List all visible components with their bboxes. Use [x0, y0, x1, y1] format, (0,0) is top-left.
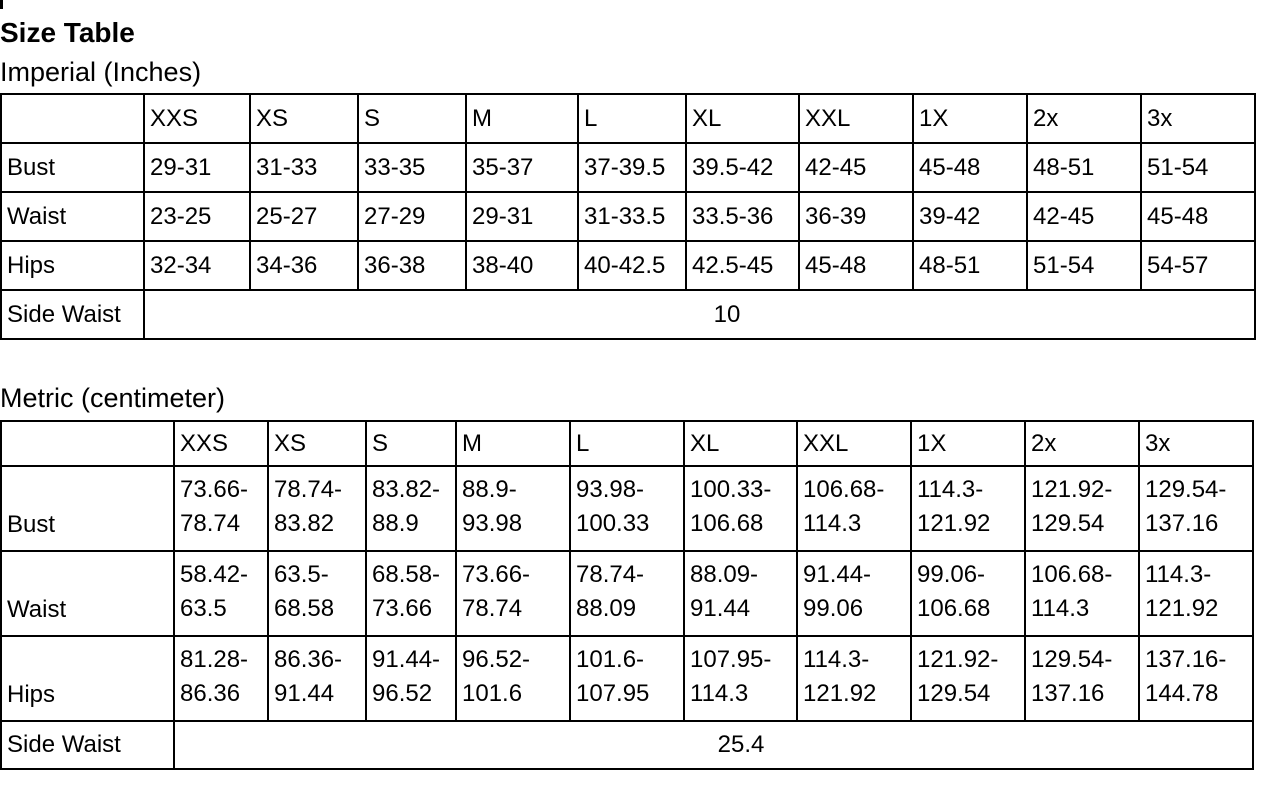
metric-size-table — [0, 420, 1254, 770]
measurement-cell: 48-51 — [1027, 143, 1141, 192]
row-label: Waist — [1, 551, 174, 636]
measurement-cell: 39-42 — [913, 192, 1027, 241]
measurement-line: 88.09 — [576, 594, 637, 622]
measurement-cell: 33.5-36 — [686, 192, 799, 241]
measurement-line: 93.98 — [462, 509, 523, 537]
measurement-cell: 29-31 — [144, 143, 250, 192]
measurement-line: 73.66- — [462, 560, 531, 588]
table-row — [1, 143, 1255, 192]
measurement-line: 106.68- — [1031, 560, 1113, 588]
measurement-line: 88.9 — [372, 509, 419, 537]
measurement-cell: 33-35 — [358, 143, 466, 192]
metric-heading: Metric (centimeter) — [0, 383, 226, 413]
side-waist-row — [1, 290, 1255, 339]
measurement-line: 73.66- — [180, 475, 249, 503]
measurement-cell — [911, 636, 1025, 721]
measurement-line: 144.78 — [1145, 679, 1219, 707]
text-cursor — [0, 0, 3, 9]
measurement-cell — [684, 466, 797, 551]
measurement-line: 78.74- — [274, 475, 343, 503]
measurement-line: 114.3 — [1031, 594, 1090, 622]
measurement-cell: 48-51 — [913, 241, 1027, 290]
measurement-line: 107.95- — [690, 645, 772, 673]
measurement-cell — [174, 466, 268, 551]
measurement-cell: 29-31 — [466, 192, 578, 241]
measurement-cell — [174, 636, 268, 721]
size-header: L — [570, 421, 684, 466]
measurement-line: 68.58 — [274, 594, 335, 622]
size-header: XL — [684, 421, 797, 466]
measurement-line: 99.06- — [917, 560, 986, 588]
size-header: XXS — [144, 94, 250, 143]
size-header: XL — [686, 94, 799, 143]
table-row — [1, 551, 1253, 636]
measurement-cell — [797, 466, 911, 551]
measurement-cell — [1139, 636, 1253, 721]
row-label: Hips — [1, 241, 144, 290]
table-row — [1, 636, 1253, 721]
size-header: 1X — [911, 421, 1025, 466]
measurement-cell: 32-34 — [144, 241, 250, 290]
row-label: Bust — [1, 466, 174, 551]
table-row — [1, 241, 1255, 290]
side-waist-value: 10 — [144, 290, 1255, 339]
measurement-cell: 31-33.5 — [578, 192, 686, 241]
measurement-line: 86.36 — [180, 679, 241, 707]
page-title: Size Table — [0, 17, 135, 48]
measurement-cell — [1139, 466, 1253, 551]
measurement-cell — [366, 551, 456, 636]
measurement-cell — [911, 466, 1025, 551]
corner-cell — [1, 94, 144, 143]
measurement-line: 86.36- — [274, 645, 343, 673]
measurement-line: 63.5- — [274, 560, 329, 588]
measurement-cell — [1025, 636, 1139, 721]
header-row — [1, 421, 1253, 466]
measurement-cell: 36-38 — [358, 241, 466, 290]
measurement-line: 96.52- — [462, 645, 531, 673]
measurement-line: 107.95 — [576, 679, 650, 707]
measurement-line: 114.3- — [917, 475, 984, 503]
measurement-line: 91.44 — [274, 679, 335, 707]
measurement-cell: 45-48 — [913, 143, 1027, 192]
measurement-line: 129.54 — [1031, 509, 1105, 537]
measurement-cell — [366, 636, 456, 721]
measurement-cell — [570, 636, 684, 721]
measurement-cell — [911, 551, 1025, 636]
measurement-cell: 45-48 — [799, 241, 913, 290]
measurement-cell — [456, 466, 570, 551]
side-waist-label: Side Waist — [1, 721, 174, 769]
row-label: Waist — [1, 192, 144, 241]
header-row — [1, 94, 1255, 143]
measurement-cell: 31-33 — [250, 143, 358, 192]
measurement-cell: 36-39 — [799, 192, 913, 241]
size-header: S — [358, 94, 466, 143]
measurement-line: 121.92 — [803, 679, 877, 707]
measurement-line: 121.92 — [1145, 594, 1219, 622]
measurement-line: 106.68 — [690, 509, 764, 537]
measurement-line: 96.52 — [372, 679, 433, 707]
measurement-line: 68.58- — [372, 560, 441, 588]
measurement-line: 129.54 — [917, 679, 991, 707]
measurement-line: 101.6 — [462, 679, 523, 707]
measurement-line: 137.16 — [1145, 509, 1219, 537]
size-header: L — [578, 94, 686, 143]
measurement-line: 91.44- — [372, 645, 441, 673]
size-header: XXL — [797, 421, 911, 466]
measurement-cell: 37-39.5 — [578, 143, 686, 192]
side-waist-value: 25.4 — [174, 721, 1253, 769]
measurement-line: 78.74 — [462, 594, 523, 622]
measurement-cell: 34-36 — [250, 241, 358, 290]
measurement-cell: 45-48 — [1141, 192, 1255, 241]
size-header: 2x — [1027, 94, 1141, 143]
measurement-cell: 42.5-45 — [686, 241, 799, 290]
measurement-line: 114.3- — [803, 645, 870, 673]
measurement-cell: 51-54 — [1027, 241, 1141, 290]
measurement-line: 101.6- — [576, 645, 645, 673]
measurement-cell: 42-45 — [1027, 192, 1141, 241]
measurement-cell — [797, 551, 911, 636]
measurement-cell: 25-27 — [250, 192, 358, 241]
measurement-line: 121.92- — [917, 645, 999, 673]
size-header: XS — [250, 94, 358, 143]
measurement-line: 137.16- — [1145, 645, 1227, 673]
measurement-line: 121.92- — [1031, 475, 1113, 503]
measurement-line: 83.82 — [274, 509, 335, 537]
measurement-cell: 35-37 — [466, 143, 578, 192]
measurement-cell — [570, 466, 684, 551]
measurement-line: 106.68- — [803, 475, 885, 503]
measurement-line: 73.66 — [372, 594, 433, 622]
measurement-line: 114.3- — [1145, 560, 1212, 588]
measurement-cell — [268, 466, 366, 551]
size-header: M — [466, 94, 578, 143]
measurement-line: 91.44- — [803, 560, 872, 588]
measurement-line: 58.42- — [180, 560, 249, 588]
measurement-cell — [456, 551, 570, 636]
measurement-cell — [1025, 551, 1139, 636]
measurement-line: 121.92 — [917, 509, 991, 537]
measurement-cell: 54-57 — [1141, 241, 1255, 290]
measurement-line: 93.98- — [576, 475, 645, 503]
table-row — [1, 192, 1255, 241]
measurement-cell — [268, 551, 366, 636]
measurement-line: 129.54- — [1145, 475, 1227, 503]
measurement-line: 88.9- — [462, 475, 517, 503]
size-header: S — [366, 421, 456, 466]
size-header: 3x — [1139, 421, 1253, 466]
measurement-line: 114.3 — [690, 679, 749, 707]
measurement-line: 99.06 — [803, 594, 864, 622]
measurement-line: 100.33- — [690, 475, 772, 503]
measurement-line: 100.33 — [576, 509, 650, 537]
size-header: XXL — [799, 94, 913, 143]
size-header: 1X — [913, 94, 1027, 143]
measurement-line: 129.54- — [1031, 645, 1113, 673]
size-header: 3x — [1141, 94, 1255, 143]
table-row — [1, 466, 1253, 551]
measurement-line: 106.68 — [917, 594, 991, 622]
row-label: Bust — [1, 143, 144, 192]
measurement-cell — [268, 636, 366, 721]
measurement-line: 88.09- — [690, 560, 759, 588]
measurement-cell — [174, 551, 268, 636]
measurement-cell: 39.5-42 — [686, 143, 799, 192]
measurement-cell — [797, 636, 911, 721]
measurement-cell: 38-40 — [466, 241, 578, 290]
measurement-line: 114.3 — [803, 509, 862, 537]
size-header: M — [456, 421, 570, 466]
size-header: XXS — [174, 421, 268, 466]
measurement-cell — [456, 636, 570, 721]
measurement-cell — [684, 551, 797, 636]
measurement-cell: 51-54 — [1141, 143, 1255, 192]
measurement-cell — [570, 551, 684, 636]
measurement-line: 81.28- — [180, 645, 249, 673]
corner-cell — [1, 421, 174, 466]
size-header: 2x — [1025, 421, 1139, 466]
imperial-heading: Imperial (Inches) — [0, 57, 202, 87]
measurement-line: 137.16 — [1031, 679, 1105, 707]
measurement-line: 78.74 — [180, 509, 241, 537]
measurement-line: 83.82- — [372, 475, 441, 503]
size-header: XS — [268, 421, 366, 466]
measurement-cell: 27-29 — [358, 192, 466, 241]
measurement-cell: 42-45 — [799, 143, 913, 192]
measurement-cell: 23-25 — [144, 192, 250, 241]
side-waist-label: Side Waist — [1, 290, 144, 339]
measurement-cell — [366, 466, 456, 551]
side-waist-row — [1, 721, 1253, 769]
measurement-cell: 40-42.5 — [578, 241, 686, 290]
measurement-cell — [1139, 551, 1253, 636]
measurement-line: 78.74- — [576, 560, 645, 588]
measurement-cell — [1025, 466, 1139, 551]
row-label: Hips — [1, 636, 174, 721]
measurement-line: 63.5 — [180, 594, 227, 622]
imperial-size-table — [0, 93, 1256, 340]
measurement-cell — [684, 636, 797, 721]
measurement-line: 91.44 — [690, 594, 751, 622]
